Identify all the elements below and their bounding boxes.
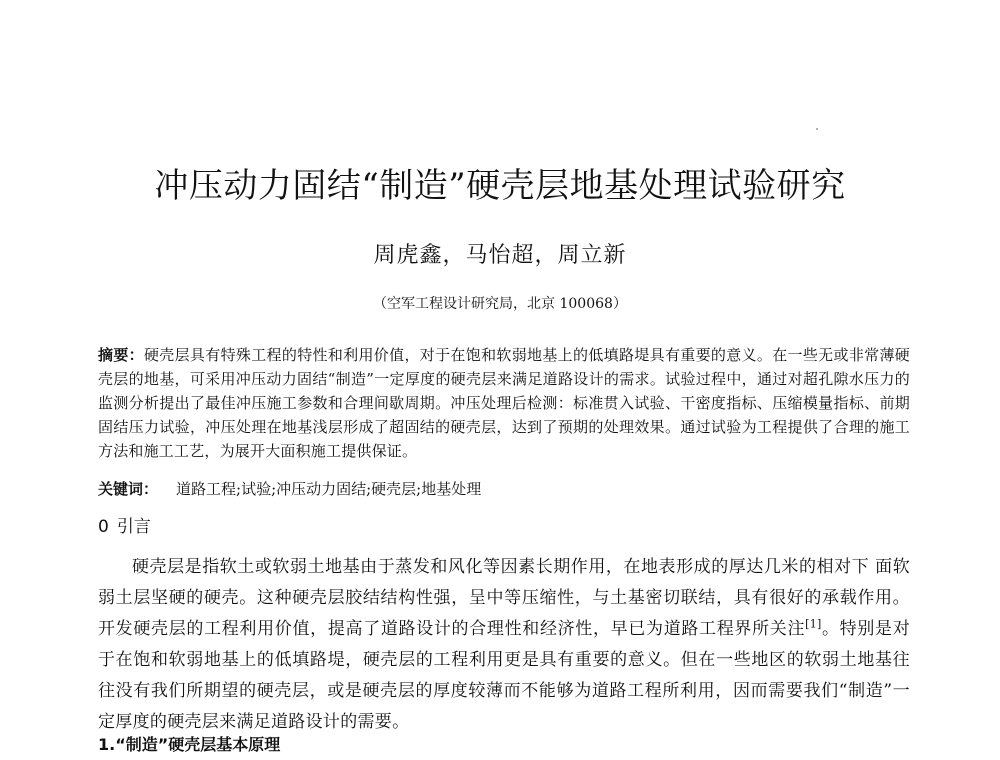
abstract-label: 摘要：	[98, 346, 144, 364]
keywords-label: 关键词：	[98, 480, 159, 498]
introduction-text-part2: 。特别是对于在饱和软弱地基上的低填路堤，硬壳层的工程利用更是具有重要的意义。但在一些地区的软弱土地基往往没有我们所期望的硬壳层，或是硬壳层的厚度较薄而不能够为道路工程所利用，因而需要我们“制造”一定厚度的硬壳层来满足道路设计的需要。	[98, 619, 911, 732]
abstract	[98, 343, 910, 463]
introduction-paragraph	[98, 552, 910, 738]
section-number: 0	[98, 517, 109, 537]
citation-reference: [1]	[805, 617, 822, 631]
paper-title: 冲压动力固结“制造”硬壳层地基处理试验研究	[154, 166, 846, 206]
introduction-text-part1: 硬壳层是指软土或软弱土地基由于蒸发和风化等因素长期作用，在地表形成的厚达几米的相对下 面软弱土层坚硬的硬壳。这种硬壳层胶结结构性强，呈中等压缩性，与土基密切联结，具有很好的承载作用。开发硬壳层的工程利用价值，提高了道路设计的合理性和经济性，早已为道路工程界所关注	[98, 557, 910, 639]
scan-speck	[816, 128, 818, 130]
section-heading-introduction	[98, 515, 151, 539]
abstract-text: 硬壳层具有特殊工程的特性和利用价值，对于在饱和软弱地基上的低填路堤具有重要的意义。在一些无或非常薄硬壳层的地基，可采用冲压动力固结“制造”一定厚度的硬壳层来满足道路设计的需求。试验过程中，通过对超孔隙水压力的监测分析提出了最佳冲压施工参数和合理间歇周期。冲压处理后检测：标准贯入试验、干密度指标、压缩模量指标、前期固结压力试验，冲压处理在地基浅层形成了超固结的硬壳层，达到了预期的处理效果。通过试验为工程提供了合理的施工方法和施工工艺，为展开大面积施工提供保证。	[98, 346, 910, 460]
section-heading-principle: 1.“制造”硬壳层基本原理	[98, 735, 281, 754]
keywords-text: 道路工程;试验;冲压动力固结;硬壳层;地基处理	[176, 480, 482, 498]
author-affiliation: （空军工程设计研究局，北京 100068）	[373, 296, 627, 312]
keywords	[98, 477, 910, 501]
section-title: 引言	[116, 517, 151, 537]
author-list: 周虎鑫，马怡超，周立新	[373, 243, 627, 268]
